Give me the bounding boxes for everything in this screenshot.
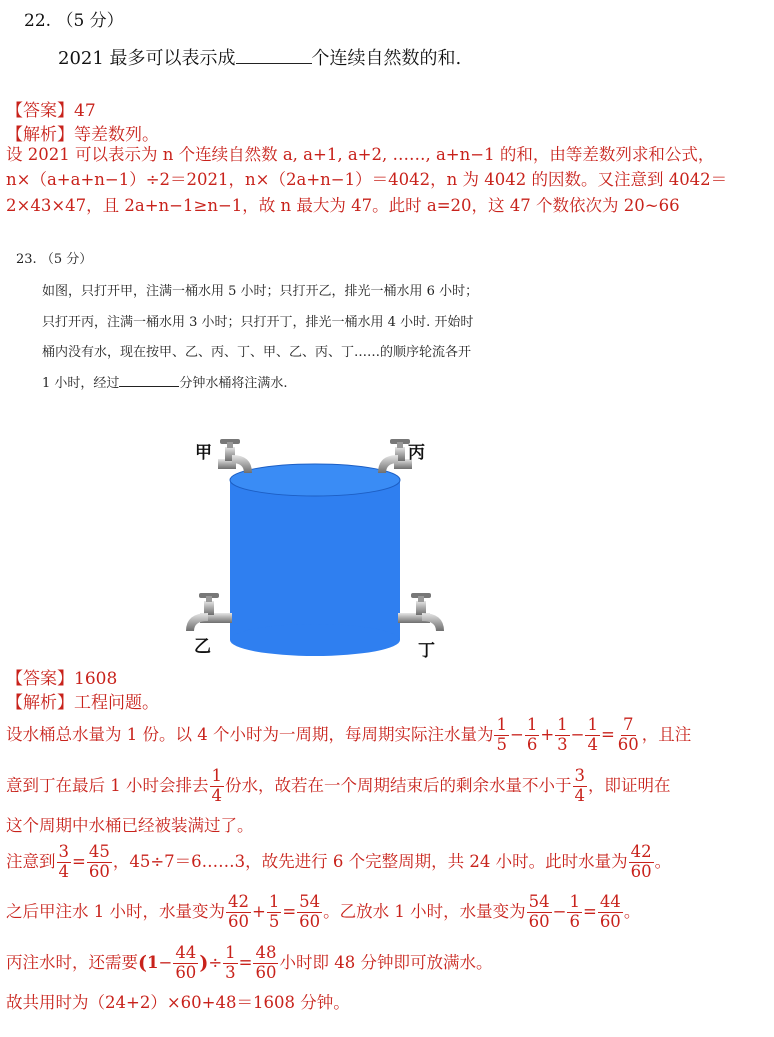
- a23-analysis-title: 工程问题。: [74, 693, 159, 713]
- frac-1-5: $\frac{1}{5}$: [496, 715, 507, 754]
- a23-l6-a: 丙注水时，还需要: [6, 953, 138, 973]
- frac-1-6: $\frac{1}{6}$: [526, 715, 538, 754]
- frac-48-60: $\frac{48}{60}$: [255, 943, 277, 982]
- a23-answer-tag: 【答案】: [6, 669, 74, 689]
- q22-blank: [236, 49, 312, 64]
- frac-1-6: $\frac{1}{6}$: [569, 892, 580, 931]
- bucket: [230, 464, 400, 656]
- frac-1-4: $\frac{1}{4}$: [211, 766, 222, 805]
- q23-number: 23.: [16, 252, 37, 267]
- frac-3-4: $\frac{3}{4}$: [58, 842, 69, 881]
- a22-answer: [6, 96, 96, 121]
- a23-line1: [6, 716, 691, 755]
- op-eq: =: [600, 725, 615, 745]
- op-minus: −: [552, 902, 567, 922]
- a23-l6-b: 小时即 48 分钟即可放满水。: [279, 953, 493, 973]
- frac-1-3: $\frac{1}{3}$: [557, 715, 568, 754]
- tap-label-bing: 丙: [408, 443, 425, 463]
- a22-line1: 设 2021 可以表示为 n 个连续自然数 a, a+1, a+2, ……, a+n−1 的和，由等差数列求和公式，: [6, 145, 715, 164]
- bucket-top: [230, 464, 400, 496]
- frac-3-4: $\frac{3}{4}$: [574, 766, 585, 805]
- frac-7-60: $\frac{7}{60}$: [617, 715, 639, 754]
- op-lparen: (: [138, 951, 147, 974]
- a23-l5-a: 之后甲注水 1 小时，水量变为: [6, 902, 225, 922]
- op-eq: =: [72, 852, 86, 872]
- op-eq: =: [238, 953, 253, 973]
- a22-line3: 2×43×47，且 2a+n−1≥n−1，故 n 最大为 47。此时 a=20，这 47 个数依次为 20~66: [6, 196, 680, 215]
- q23-header: [16, 248, 92, 267]
- a23-analysis: [6, 688, 159, 713]
- q23-line4-after: 分钟水桶将注满水.: [179, 376, 288, 391]
- a22-analysis-tag: 【解析】: [6, 125, 74, 145]
- q23-line3: 桶内没有水，现在按甲、乙、丙、丁、甲、乙、丙、丁……的顺序轮流各开: [42, 345, 472, 360]
- a23-line6: [6, 944, 492, 983]
- a22-answer-value: 47: [74, 101, 96, 121]
- a22-line2: n×（a+a+n−1）÷2＝2021，n×（2a+n−1）＝4042，n 为 4042 的因数。又注意到 4042＝: [6, 170, 728, 189]
- tap-label-ding: 丁: [418, 641, 435, 661]
- op-eq: =: [582, 902, 597, 922]
- frac-45-60: $\frac{45}{60}$: [88, 842, 110, 881]
- frac-1-5: $\frac{1}{5}$: [268, 892, 280, 931]
- a23-l4-c: 。: [654, 852, 672, 872]
- tap-label-jia: 甲: [195, 443, 212, 463]
- q23-line1: 如图，只打开甲，注满一桶水用 5 小时；只打开乙，排光一桶水用 6 小时；: [42, 284, 479, 299]
- a23-l2-b: 份水，故若在一个周期结束后的剩余水量不小于: [225, 776, 572, 796]
- q22-score: （5 分）: [56, 11, 124, 31]
- q22-number: 22.: [24, 11, 52, 31]
- q22-stem-after: 个连续自然数的和.: [311, 48, 462, 69]
- op-one: 1: [147, 953, 159, 973]
- tap-label-yi: 乙: [194, 637, 211, 657]
- op-minus: −: [509, 725, 524, 745]
- frac-44-60: $\frac{44}{60}$: [175, 943, 197, 982]
- tap-yi-icon: [186, 593, 232, 631]
- q22-header: [24, 6, 124, 31]
- a23-l1-tail: ，且注: [641, 725, 692, 745]
- bucket-body: [230, 480, 400, 640]
- a22-analysis-title: 等差数列。: [74, 125, 159, 145]
- frac-54-60: $\frac{54}{60}$: [528, 892, 550, 931]
- a23-analysis-tag: 【解析】: [6, 693, 74, 713]
- a23-line4: [6, 843, 671, 882]
- frac-42-60: $\frac{42}{60}$: [228, 892, 249, 931]
- frac-54-60: $\frac{54}{60}$: [299, 892, 321, 931]
- frac-42-60: $\frac{42}{60}$: [630, 842, 652, 881]
- a23-l4-b: ，45÷7＝6……3，故先进行 6 个完整周期，共 24 小时。此时水量为: [112, 852, 628, 872]
- op-minus: −: [570, 725, 585, 745]
- a23-l5-c: 。: [623, 902, 641, 922]
- a23-l2-c: ，即证明在: [588, 776, 671, 796]
- bucket-bottom: [230, 624, 400, 656]
- q22-stem-before: 2021 最多可以表示成: [58, 48, 236, 69]
- op-eq: =: [282, 902, 297, 922]
- frac-44-60: $\frac{44}{60}$: [599, 892, 621, 931]
- q23-line4-before: 1 小时，经过: [42, 376, 120, 391]
- a23-line3: 这个周期中水桶已经被装满过了。: [6, 816, 254, 835]
- tap-bing-icon: [378, 439, 412, 473]
- op-plus: +: [252, 902, 266, 922]
- tap-ding-icon: [398, 593, 444, 631]
- op-div: ÷: [208, 953, 223, 973]
- a23-line7: 故共用时为（24+2）×60+48＝1608 分钟。: [6, 993, 350, 1012]
- a23-l2-a: 意到丁在最后 1 小时会排去: [6, 776, 209, 796]
- op-rparen: ): [199, 951, 209, 974]
- a23-l5-b: 。乙放水 1 小时，水量变为: [323, 902, 526, 922]
- op-minus: −: [158, 953, 173, 973]
- a23-line5: [6, 893, 640, 932]
- a23-l4-a: 注意到: [6, 852, 56, 872]
- frac-1-4: $\frac{1}{4}$: [587, 715, 598, 754]
- q23-blank: [119, 374, 179, 387]
- a23-l1-text: 设水桶总水量为 1 份。以 4 个小时为一周期，每周期实际注水量为: [6, 725, 494, 745]
- frac-1-3: $\frac{1}{3}$: [225, 943, 236, 982]
- tap-jia-icon: [218, 439, 252, 473]
- a22-answer-tag: 【答案】: [6, 101, 74, 121]
- a23-answer-value: 1608: [74, 669, 118, 689]
- q22-stem: [58, 44, 461, 70]
- a22-analysis: [6, 120, 159, 145]
- q23-line2: 只打开丙，注满一桶水用 3 小时；只打开丁，排光一桶水用 4 小时. 开始时: [42, 315, 474, 330]
- a23-answer: [6, 664, 117, 689]
- q23-line4: [42, 372, 288, 391]
- a23-line2: [6, 767, 671, 806]
- op-plus: +: [540, 725, 555, 745]
- q23-score: （5 分）: [40, 252, 93, 267]
